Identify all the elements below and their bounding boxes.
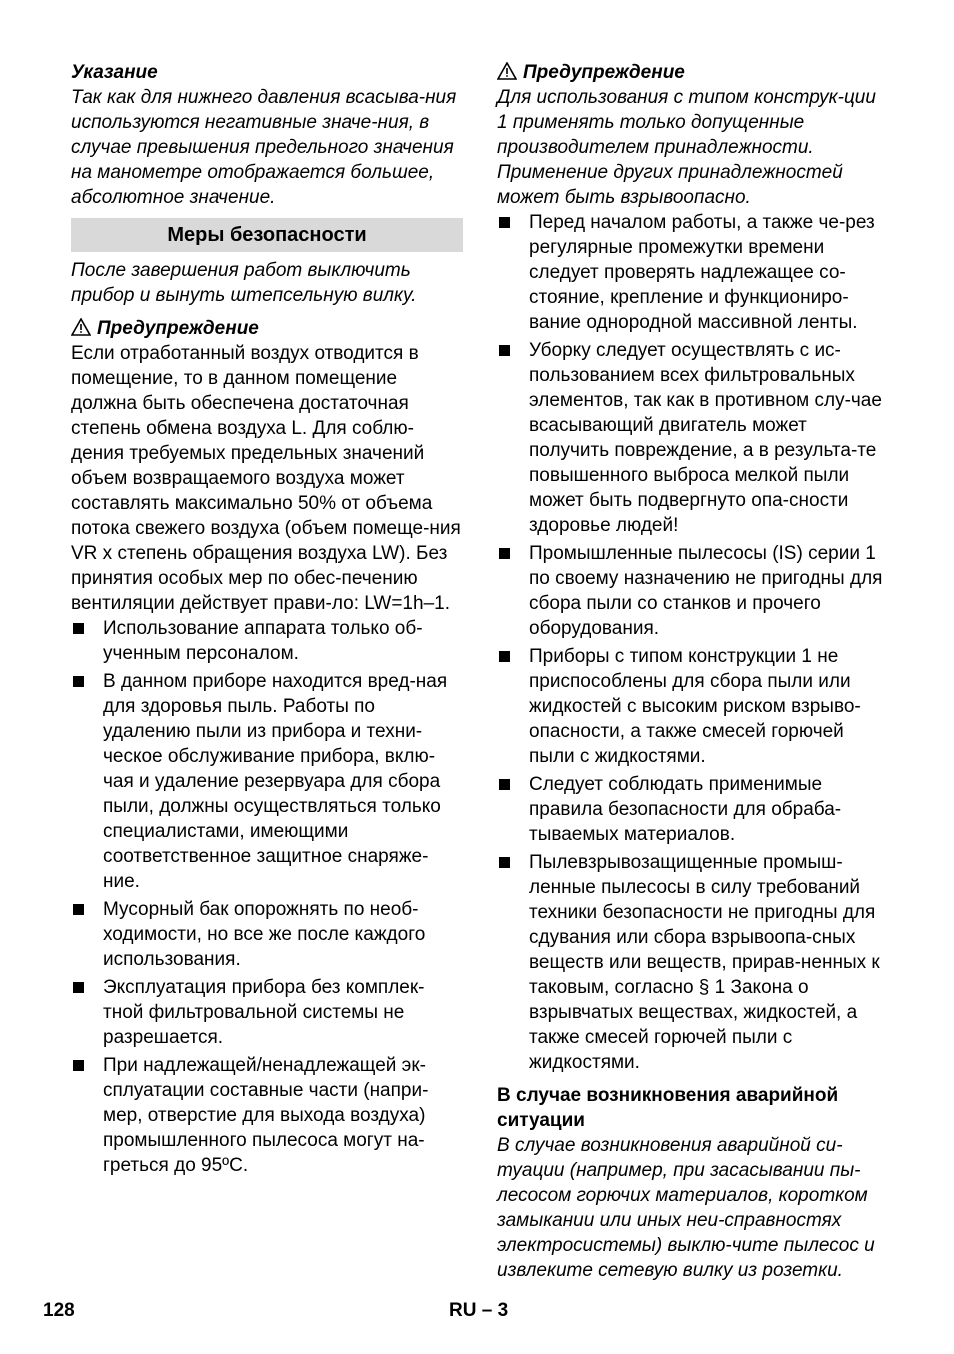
right-column: [497, 60, 887, 1283]
warning-text-right: Для использования с типом конструк-ции 1 применять только допущенные производителем принадлежности. Применение других принадлежностей может быть взрывоопасно.: [497, 87, 876, 208]
warning-triangle-icon: [71, 318, 91, 336]
emergency-heading: В случае возникновения аварийной ситуации: [497, 1085, 839, 1131]
bullet-square-icon: [73, 982, 84, 993]
section-title: Меры безопасности: [71, 218, 463, 252]
list-item: Перед началом работы, а также че-рез регулярные промежутки времени следует проверять надлежащее со-стояние, крепление и функциониро-вание однородной массивной ленты.: [497, 210, 887, 335]
list-item: Эксплуатация прибора без комплек-тной фильтровальной системы не разрешается.: [71, 975, 463, 1050]
bullet-list-left: [71, 616, 463, 1178]
bullet-square-icon: [499, 345, 510, 356]
note-text: Так как для нижнего давления всасыва-ния используются негативные значе-ния, в случае превышения предельного значения на манометре отображается большее, абсолютное значение.: [71, 87, 457, 208]
list-item: Пылевзрывозащищенные промыш-ленные пылесосы в силу требований техники безопасности не пригодны для сдувания или сбора взрывоопа-сных веществ или веществ, прирав-ненных к таковым, согласно § 1 Закона о взрывчатых веществах, жидкостей, а также смесей горючей пыли с жидкостями.: [497, 850, 887, 1075]
emergency-text: В случае возникновения аварийной си-туации (например, при засасывании пы-лесосом горючих материалов, коротком замыкании или иных неи-справностях электросистемы) выклю-чите пылесос и извлеките сетевую вилку из розетки.: [497, 1135, 875, 1281]
warning-heading-left: [71, 316, 463, 341]
bullet-square-icon: [499, 548, 510, 559]
warning-heading-right: [497, 60, 887, 85]
list-item: Следует соблюдать применимые правила безопасности для обраба-тываемых материалов.: [497, 772, 887, 847]
list-item: Приборы с типом конструкции 1 не приспособлены для сбора пыли или жидкостей с высоким риском взрыво-опасности, а также смесей горючей пыли с жидкостями.: [497, 644, 887, 769]
bullet-list-right: [497, 210, 887, 1075]
list-item: Использование аппарата только об-ученным персоналом.: [71, 616, 463, 666]
page-number: 128: [43, 1300, 75, 1321]
bullet-square-icon: [499, 779, 510, 790]
language-page-label: RU – 3: [449, 1300, 509, 1321]
list-item: В данном приборе находится вред-ная для здоровья пыль. Работы по удалению пыли из прибора и техни-ческое обслуживание прибора, вклю-чая и удаление резервуара для сбора пыли, должны осуществляться только специалистами, имеющими соответственное защитное снаряже-ние.: [71, 669, 463, 894]
bullet-square-icon: [499, 857, 510, 868]
list-item: Промышленные пылесосы (IS) серии 1 по своему назначению не пригодны для сбора пыли со станков и прочего оборудования.: [497, 541, 887, 641]
warning-triangle-icon: [497, 62, 517, 80]
bullet-square-icon: [73, 623, 84, 634]
bullet-square-icon: [73, 1060, 84, 1071]
bullet-square-icon: [73, 676, 84, 687]
left-column: [71, 60, 463, 1181]
warning-text-left: Если отработанный воздух отводится в помещение, то в данном помещение должна быть обеспечена достаточная степень обмена воздуха L. Для соблю-дения требуемых предельных значений объем возвращаемого воздуха может составлять максимально 50% от объема потока свежего воздуха (объем помеще-ния VR x степень обращения воздуха LW). Без принятия особых мер по обес-печению вентиляции действует прави-ло: LW=1h–1.: [71, 343, 461, 614]
warning-heading-left-label: Предупреждение: [97, 318, 259, 339]
list-item: При надлежащей/ненадлежащей эк-сплуатации составные части (напри-мер, отверстие для выхода воздуха) промышленного пылесоса могут на-греться до 95ºC.: [71, 1053, 463, 1178]
bullet-square-icon: [73, 904, 84, 915]
bullet-square-icon: [499, 217, 510, 228]
intro-text: После завершения работ выключить прибор и вынуть штепсельную вилку.: [71, 260, 417, 306]
list-item: Мусорный бак опорожнять по необ-ходимости, но все же после каждого использования.: [71, 897, 463, 972]
bullet-square-icon: [499, 651, 510, 662]
note-heading: Указание: [71, 62, 158, 83]
list-item: Уборку следует осуществлять с ис-пользованием всех фильтровальных элементов, так как в противном слу-чае всасывающий двигатель может получить повреждение, а в результа-те повышенного выброса мелкой пыли может быть подвергнуто опа-сности здоровье людей!: [497, 338, 887, 538]
warning-heading-right-label: Предупреждение: [523, 62, 685, 83]
